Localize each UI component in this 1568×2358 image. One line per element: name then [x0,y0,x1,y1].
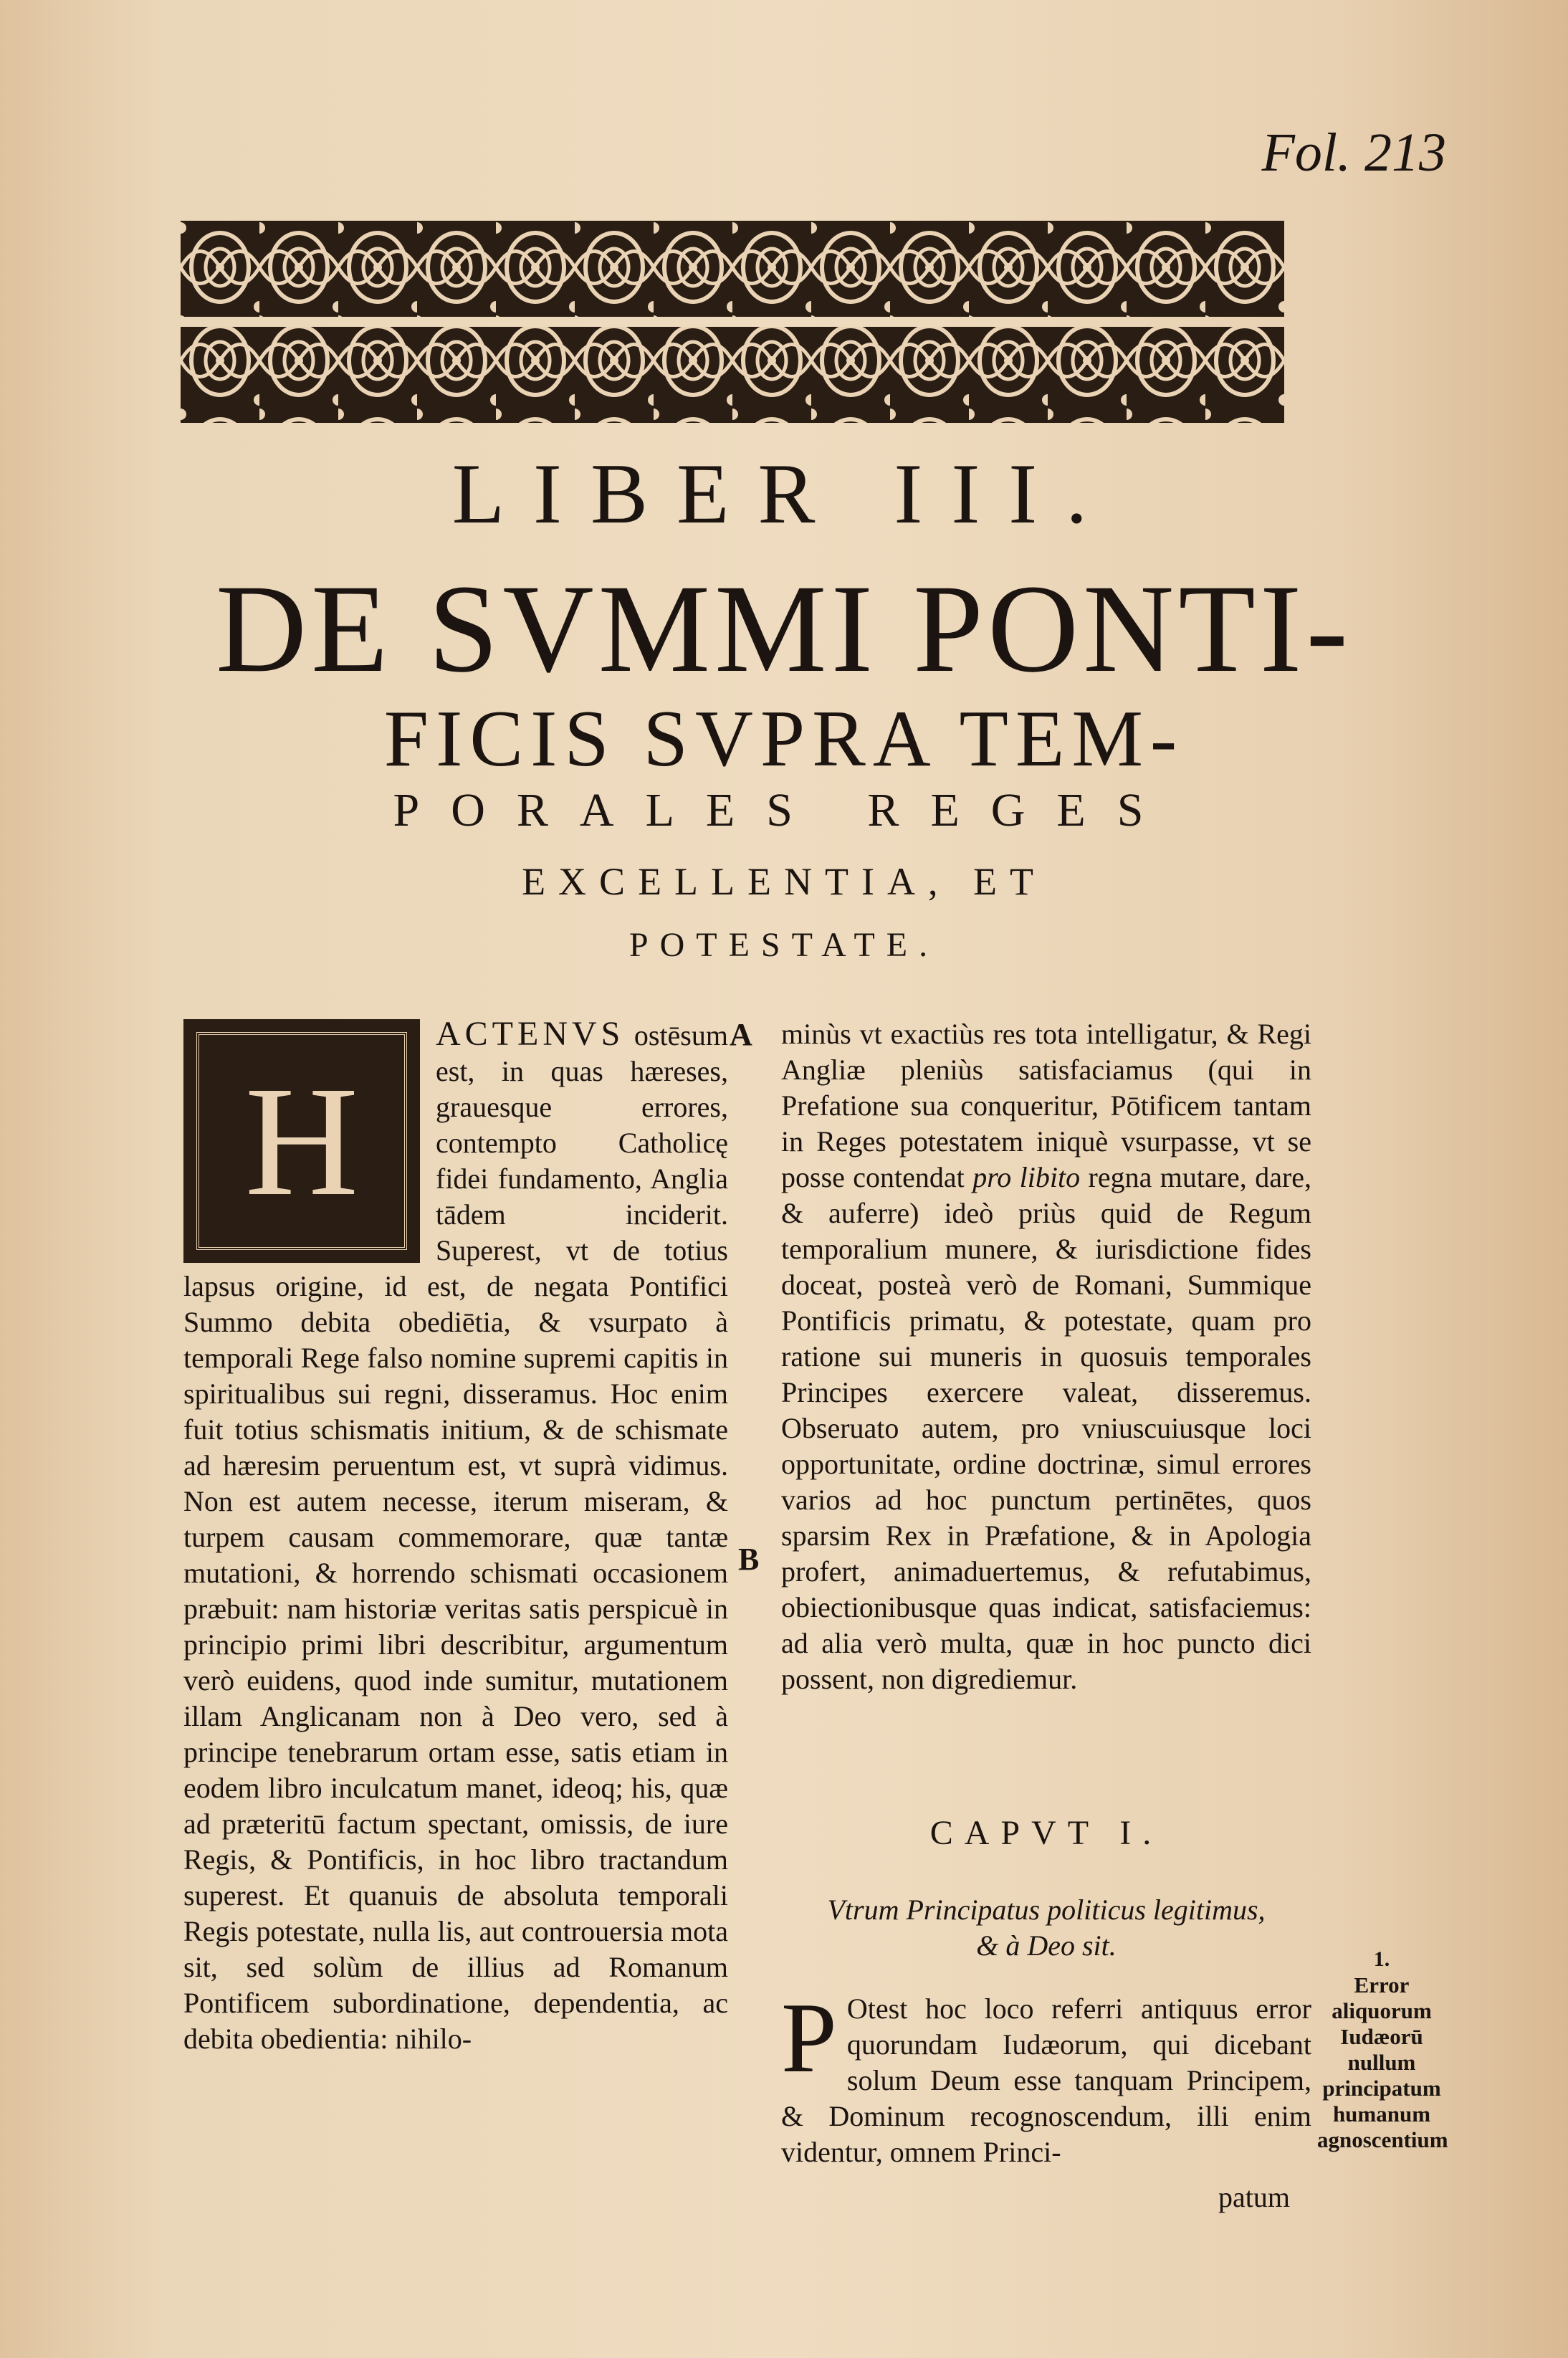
chapter-heading: CAPVT I. [929,1814,1163,1852]
decorated-initial [183,1019,420,1263]
marginal-note [1317,1947,1446,2153]
chapter-body [781,1982,1311,2170]
left-column [183,1016,728,2057]
left-column-text: ostēsum est, in quas hæreses, grauesque errores, contempto Catholicę fidei fundamento, Anglia tādem inciderit. Superest, vt de totius lapsus origine, id est, de negata Pontifici Summo debita obediētia, & vsurpato à temporali Rege falso nomine supremi capitis in spiritualibus sui regni, disseramus. Hoc enim fuit totius schismatis initium, & de schismate ad hæresim peruentum est, vt suprà vidimus. Non est autem necesse, iterum miseram, & turpem causam commemorare, quæ tantæ mutationi, & horrendo schismati occasionem præbuit: nam historiæ veritas satis perspicuè in principio primi libri describitur, argumentum verò euidens, quod inde sumitur, mutationem illam Anglicanam non à Deo vero, sed à principe tenebrarum ortam esse, satis etiam in eodem libro inculcatum manet, ideoq; his, quæ ad præteritū factum spectant, omissis, de iure Regis, & Pontificis, in hoc libro tractandum superest. Et quanuis de absoluta temporali Regis potestate, nulla lis, aut controuersia mota sit, sed solùm de illius ad Romanum Pontificem subordinatione, dependentia, ac debita obedientia: nihilo- [183,1019,728,2055]
chapter-dropcap: P [781,1982,837,2094]
catchword: patum [1218,2181,1290,2213]
right-column [781,1016,1311,1697]
chapter-question [781,1892,1311,1964]
right-column-italic: pro libito [972,1161,1081,1193]
headpiece-ornament [181,221,1284,423]
marginal-note-number: 1. [1373,1947,1390,1971]
title-line-1: DE SVMMI PONTI- [216,559,1352,699]
right-column-paragraph [781,1016,1311,1697]
title-line-4: EXCELLENTIA, ET [522,860,1046,903]
section-marker-a: A [730,1017,752,1052]
chapter-question-line-1: Vtrum Principatus politicus legitimus, [827,1894,1266,1926]
chapter-question-line-2: & à Deo sit. [976,1929,1117,1962]
marginal-note-text: Error aliquorum Iudæorū nullum principatum humanum agnoscentium [1317,1972,1448,2152]
title-line-3: PORALES REGES [393,784,1175,836]
title-line-2: FICIS SVPRA TEM- [383,694,1185,783]
initial-letter: H [244,1054,359,1228]
folio-number: Fol. 213 [1261,123,1446,183]
right-column-text-2: regna mutare, dare, & auferre) ideò priùs quid de Regum temporalium munere, & iurisdictione fides doceat, posteà verò de Romani, Summique Pontificis primatu, & potestate, quam pro ratione sui muneris in quosuis temporales Principes exercere valeat, disseremus. Obseruato autem, pro vniuscuiusque loci opportunitate, ordine doctrinæ, simul errores varios ad hoc punctum pertinētes, quos sparsim Rex in Præfatione, & in Apologia profert, animaduertemus, & refutabimus, obiectionibusque quas indicat, satisfaciemus: ad alia verò multa, quæ in hoc puncto dici possent, non digrediemur. [781,1161,1312,1695]
lead-word: ACTENVS [436,1015,625,1053]
title-line-5: POTESTATE. [628,926,940,964]
right-column-text-1: minùs vt exactiùs res tota intelligatur, & Regi Angliæ pleniùs satisfaciamus (qui in Prefatione sua conqueritur, Pōtificem tantam in Reges potestatem iniquè vsurpasse, vt se posse contendat [781,1018,1311,1193]
book-number: LIBER III. [451,446,1117,541]
chapter-text: Otest hoc loco referri antiquus error quorundam Iudæorum, qui dicebant solum Deum esse tanquam Principem, & Dominum recognoscendum, illi enim videntur, omnem Princi- [781,1992,1311,2168]
section-marker-b: B [738,1542,760,1577]
